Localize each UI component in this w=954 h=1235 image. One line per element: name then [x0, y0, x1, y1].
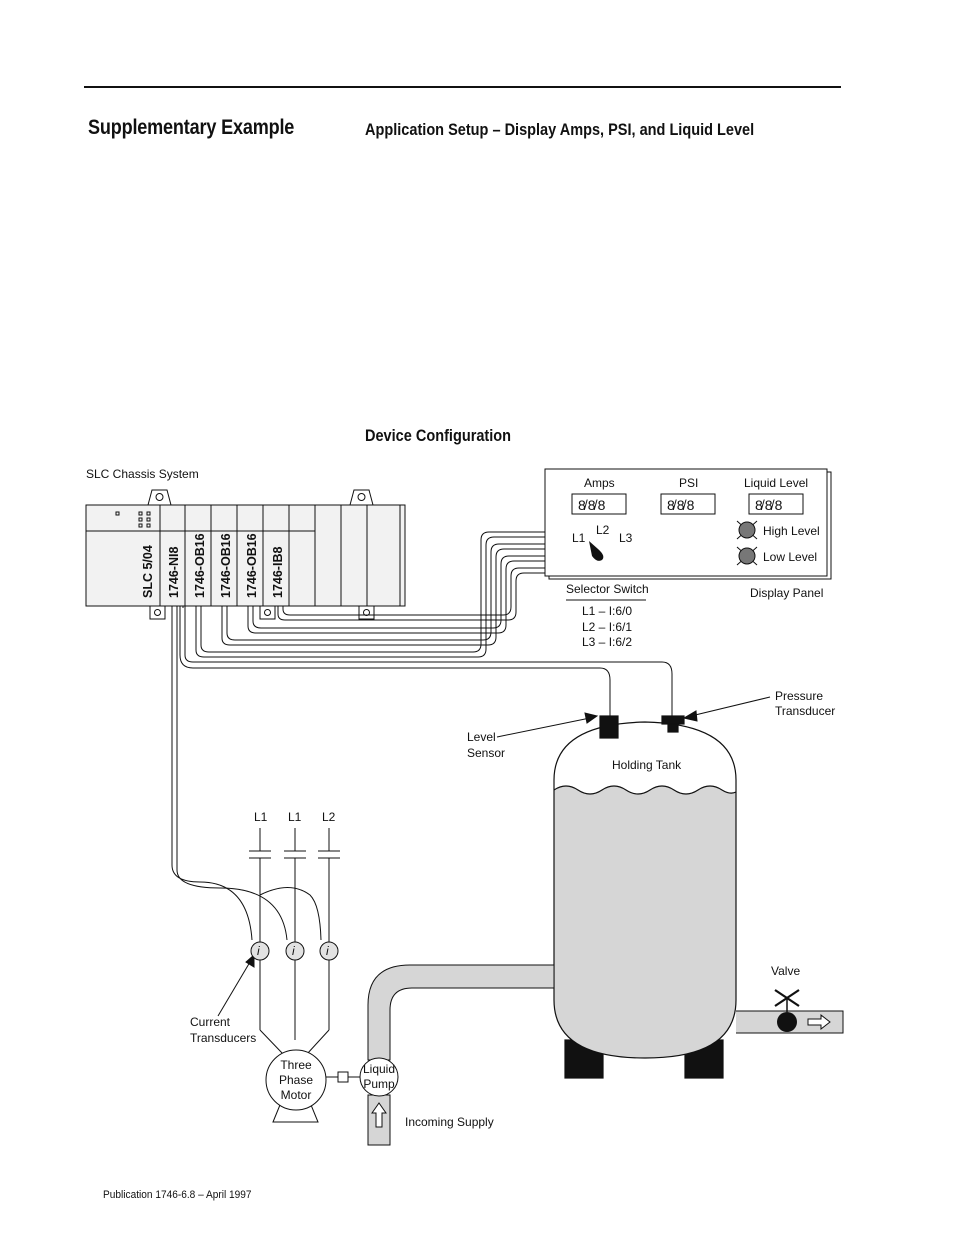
- selector-switch: [566, 582, 649, 649]
- module-1746-ib8: 1746-IB8: [271, 546, 285, 598]
- pump-label: Liquid Pump: [362, 1062, 396, 1091]
- holding-tank-label: Holding Tank: [612, 758, 682, 772]
- selector-l2-label: L2: [596, 523, 610, 537]
- selector-l3-label: L3: [619, 531, 633, 545]
- psi-label: PSI: [679, 476, 699, 490]
- level-sensor-label: Level Sensor: [467, 730, 506, 760]
- current-transducers-label: Current Transducers: [190, 1015, 257, 1045]
- publication-footer: Publication 1746-6.8 – April 1997: [103, 1189, 252, 1201]
- transducer-symbol-3: i: [326, 944, 329, 958]
- low-level-label: Low Level: [763, 550, 818, 564]
- high-level-label: High Level: [763, 524, 820, 538]
- device-configuration-title: Device Configuration: [365, 427, 512, 445]
- module-1746-ob16-c: 1746-OB16: [245, 533, 259, 598]
- level-display: 8̸8̸8: [755, 497, 785, 513]
- module-slc-5-04: SLC 5/04: [141, 545, 155, 598]
- psi-display: 8̸8̸8: [667, 497, 697, 513]
- selector-mapping-l2: L2 – I:6/1: [582, 620, 633, 634]
- amps-display: 8̸8̸8: [578, 497, 608, 513]
- pressure-transducer-label: Pressure Transducer: [775, 689, 836, 718]
- current-transducer-3-icon: [320, 942, 338, 960]
- selector-switch-label: Selector Switch: [566, 582, 649, 596]
- power-line-1: L1: [254, 810, 268, 824]
- module-1746-ob16-b: 1746-OB16: [219, 533, 233, 598]
- valve-label: Valve: [771, 964, 801, 978]
- chassis-label: SLC Chassis System: [86, 467, 199, 481]
- liquid-level-label: Liquid Level: [744, 476, 809, 490]
- application-title: Application Setup – Display Amps, PSI, and Liquid Level: [365, 121, 755, 139]
- selector-l1-label: L1: [572, 531, 586, 545]
- low-level-lamp-icon: [737, 547, 757, 565]
- selector-mapping-l1: L1 – I:6/0: [582, 604, 633, 618]
- transducer-symbol-2: i: [292, 944, 295, 958]
- motor-label: Three Phase Motor: [278, 1058, 314, 1102]
- power-wiring: [177, 606, 340, 1054]
- current-transducer-2-icon: [286, 942, 304, 960]
- high-level-lamp-icon: [737, 521, 757, 539]
- transducer-symbol-1: i: [257, 944, 260, 958]
- display-panel-label: Display Panel: [750, 586, 824, 600]
- selector-mapping-l3: L3 – I:6/2: [582, 635, 633, 649]
- section-title: Supplementary Example: [88, 116, 295, 139]
- incoming-supply-label: Incoming Supply: [405, 1115, 494, 1129]
- module-1746-ni8: 1746-NI8: [167, 546, 181, 598]
- amps-label: Amps: [584, 476, 615, 490]
- power-line-2: L1: [288, 810, 302, 824]
- power-line-labels: [254, 810, 336, 824]
- module-1746-ob16-a: 1746-OB16: [193, 533, 207, 598]
- power-line-3: L2: [322, 810, 336, 824]
- current-transducer-1-icon: [251, 942, 269, 960]
